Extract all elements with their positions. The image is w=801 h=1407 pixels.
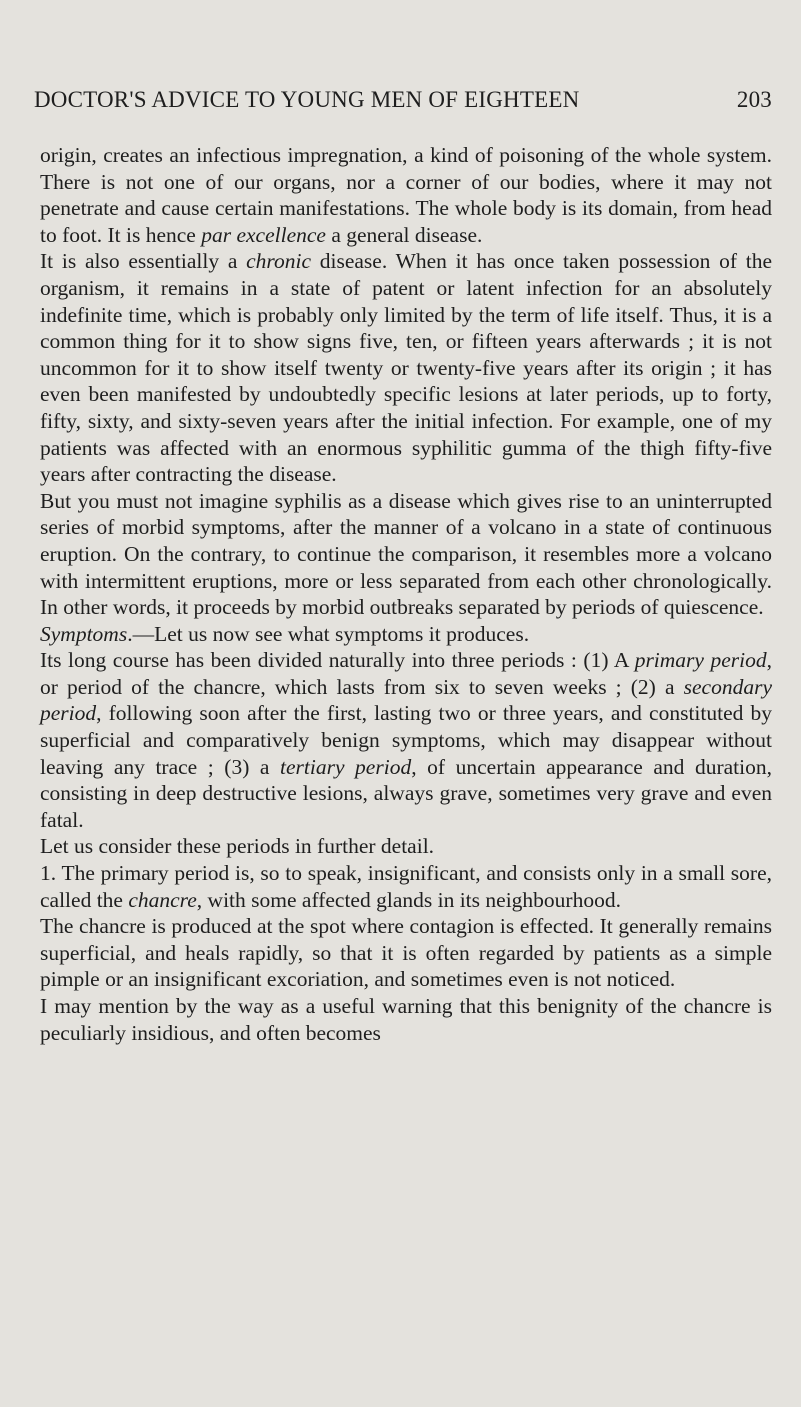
text-run: I may mention by the way as a useful warning that this benignity of the chancre is peculiarly insidious, and often becomes [40,994,772,1045]
text-run: a general disease. [325,222,483,247]
paragraph [40,621,772,648]
text-run: It is also essentially a [40,249,247,274]
italic-text: chancre [128,887,197,912]
text-run: 1. The primary period is, so to speak, insignificant, and consists only in a small sore, called the [40,861,772,912]
paragraph [40,993,772,1046]
italic-text: secondary period [40,674,772,726]
paragraph [40,142,772,248]
text-run: , following soon after the first, lasting two or three years, and constituted by superficial and comparatively benign symptoms, which may disappear without leaving any trace ; (3) a [40,701,772,779]
page-number: 203 [736,87,772,112]
italic-text: primary period [634,648,767,673]
text-run: The chancre is produced at the spot where contagion is effected. It generally remains superficial, and heals rapidly, so that it is often regarded by patients as a simple pimple or an insignificant excoriation, and sometimes even is not noticed. [40,914,772,992]
running-header [34,87,772,121]
text-run: .—Let us now see what symptoms it produces. [127,621,530,646]
text-run: Let us consider these periods in further detail. [40,834,435,859]
paragraph [40,833,772,860]
italic-text: par excellence [201,222,326,247]
text-run: , or period of the chancre, which lasts from six to seven weeks ; (2) a [40,648,772,699]
text-run: Its long course has been divided naturally into three periods : (1) A [40,648,635,673]
paragraph [40,913,772,993]
running-head-title: DOCTOR'S ADVICE TO YOUNG MEN OF EIGHTEEN [34,87,580,112]
paragraph [40,488,772,621]
paragraph [40,860,772,913]
text-run: But you must not imagine syphilis as a disease which gives rise to an uninterrupted series of morbid symptoms, after the manner of a volcano in a state of continuous eruption. On the contrary, to continue the comparison, it resembles more a volcano with intermittent eruptions, more or less separated from each other chronologically. In other words, it proceeds by morbid outbreaks separated by periods of quiescence. [40,488,772,620]
text-run: disease. When it has once taken possession of the organism, it remains in a state of patent or latent infection for an absolutely indefinite time, which is probably only limited by the term of life itself. Thus, it is a common thing for it to show signs five, ten, or fifteen years afterwards ; it is not uncommon for it to show itself twenty or twenty-five years after its origin ; it has even been manifested by undoubtedly specific lesions at later periods, up to forty, fifty, sixty, and sixty-seven years after the initial infection. For example, one of my patients was affected with an enormous syphilitic gumma of the thigh fifty-five years after contracting the disease. [40,249,773,487]
italic-text: tertiary period [280,754,412,779]
paragraph [40,647,772,833]
italic-text: Symptoms [40,621,128,646]
body-text [40,142,772,1046]
text-run: , with some affected glands in its neighbourhood. [196,887,621,912]
text-run: , of uncertain appearance and duration, consisting in deep destructive lesions, always grave, sometimes very grave and even fatal. [40,754,772,832]
italic-text: chronic [246,249,312,274]
text-run: origin, creates an infectious impregnation, a kind of poisoning of the whole system. There is not one of our organs, nor a corner of our bodies, where it may not penetrate and cause certain manifestations. The whole body is its domain, from head to foot. It is hence [40,143,772,247]
paragraph [40,248,772,487]
